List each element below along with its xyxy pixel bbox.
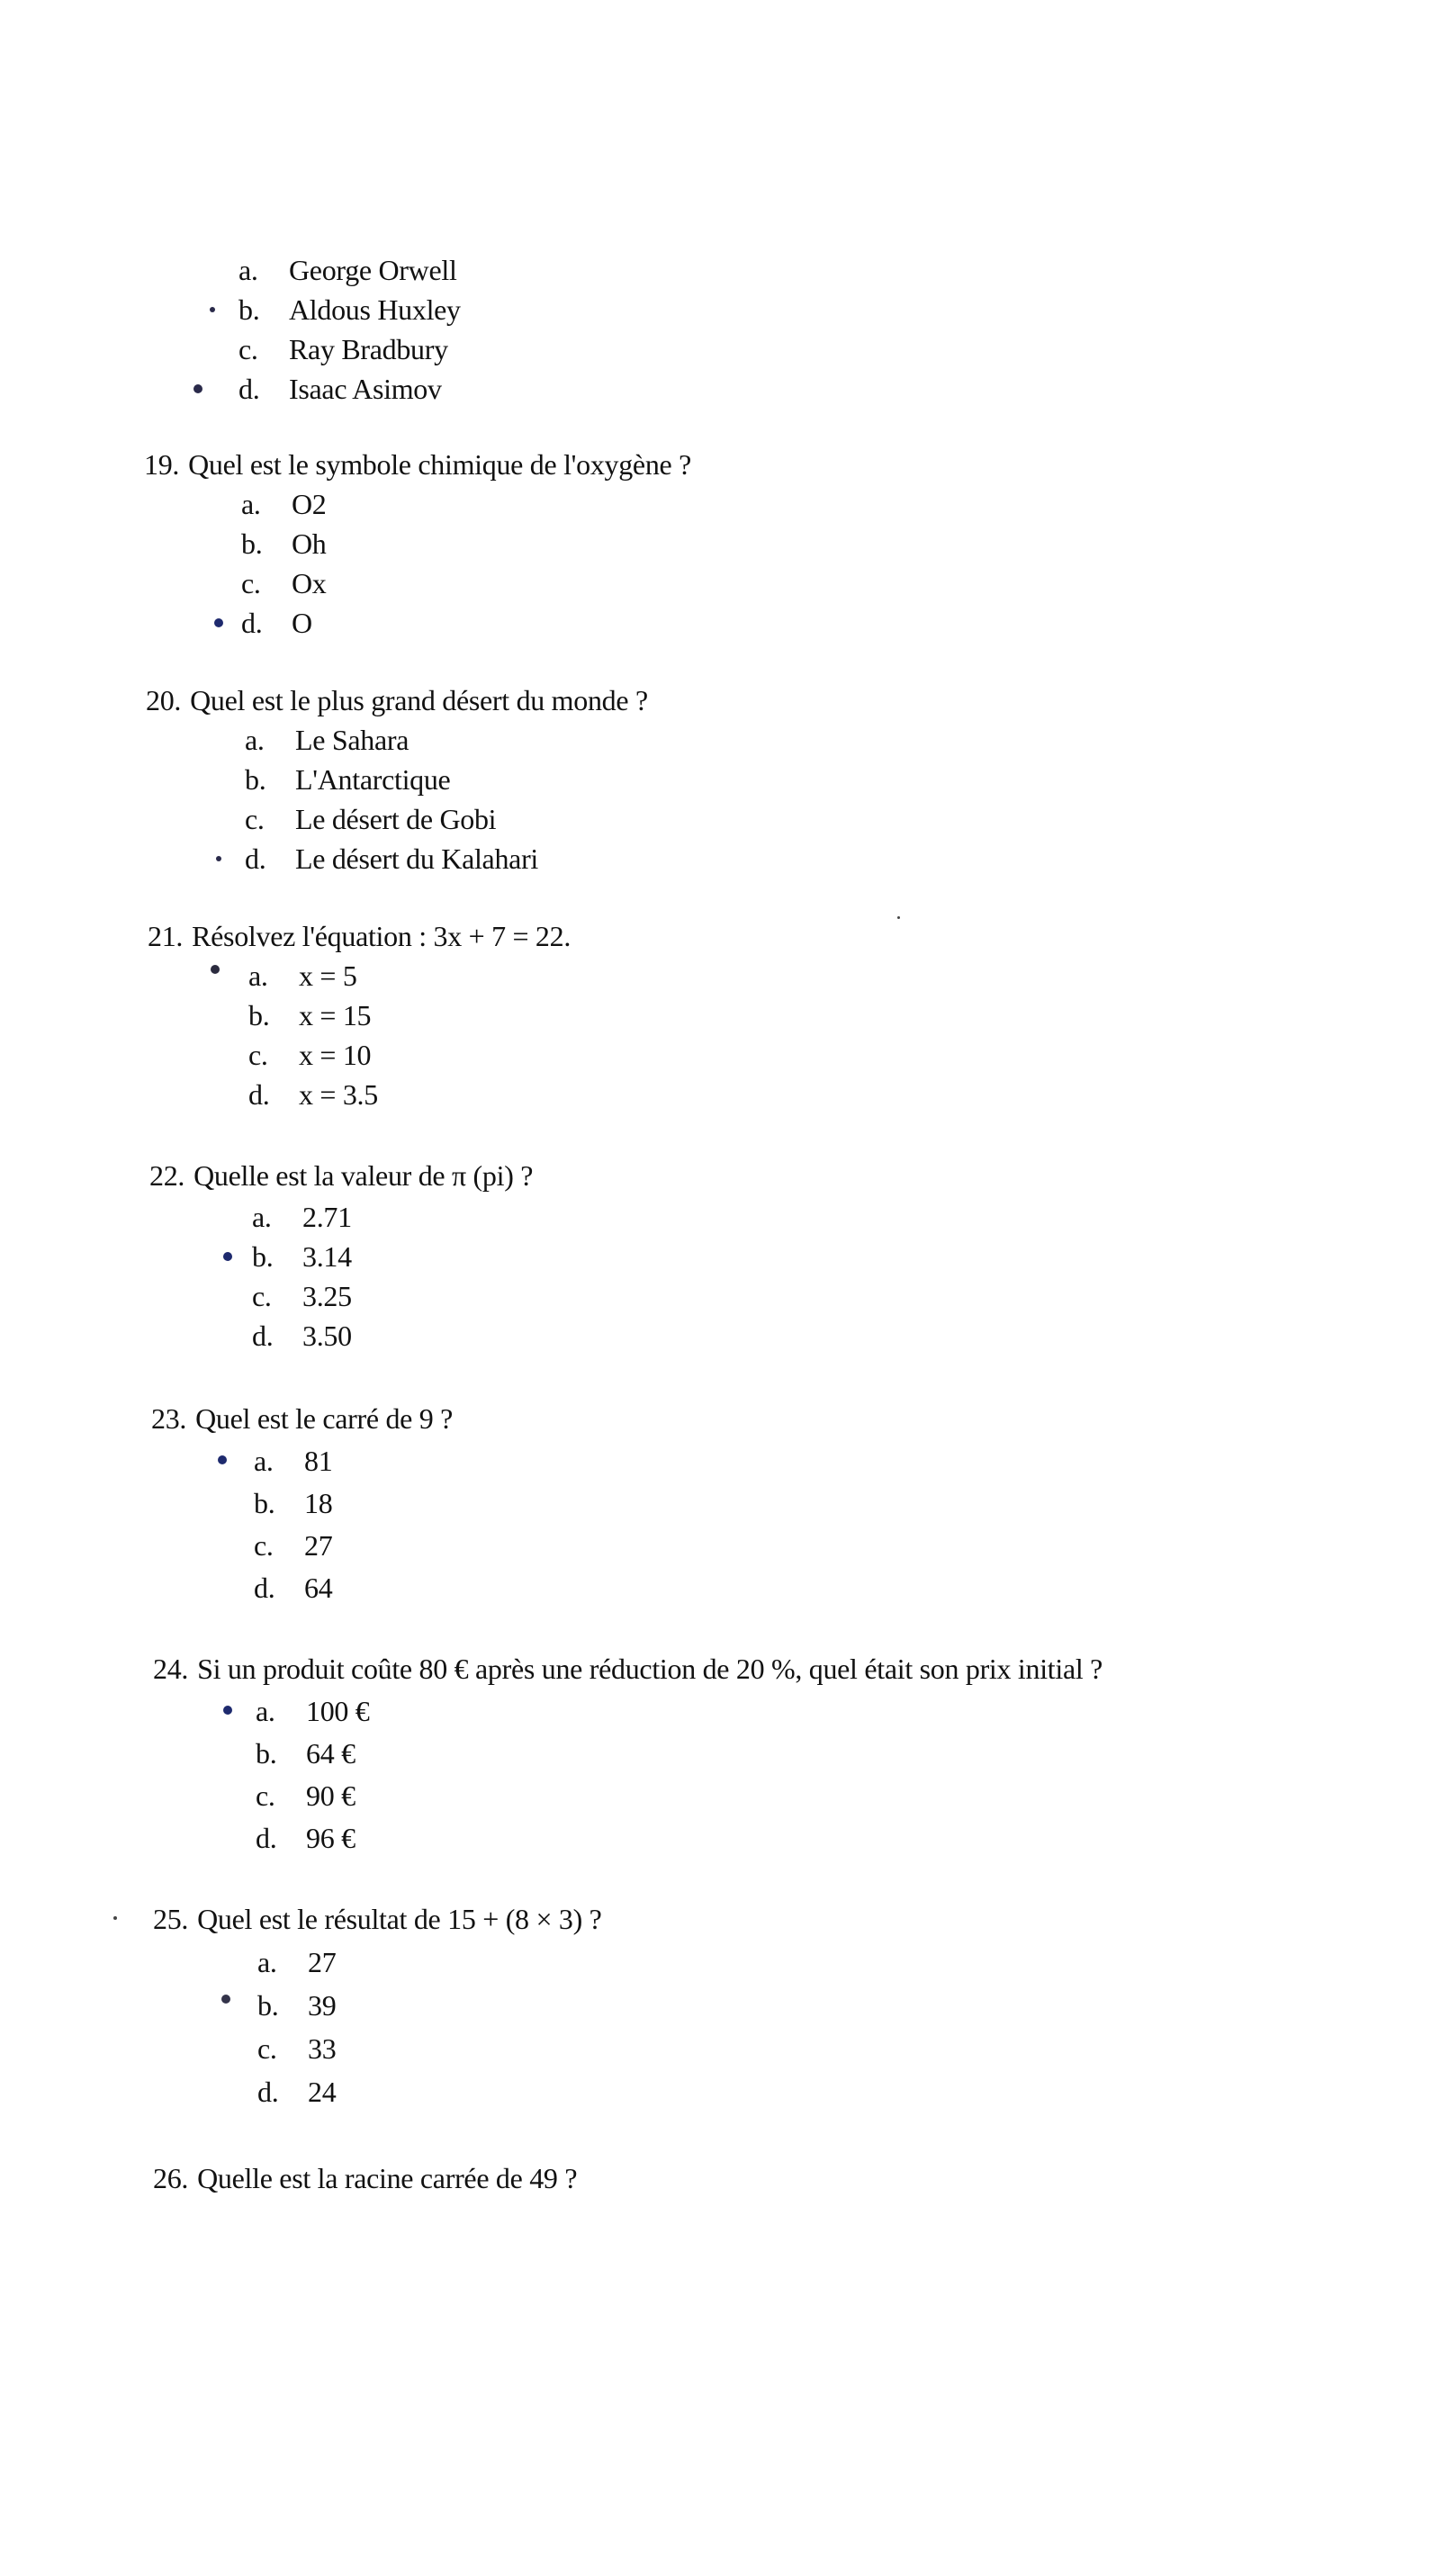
question-18-options (238, 250, 461, 409)
question-19-options (241, 484, 327, 643)
option-text: O (292, 607, 312, 639)
option-18-d (238, 369, 461, 409)
question-number: 24. (153, 1653, 189, 1685)
option-letter: d. (254, 1572, 275, 1604)
option-letter: b. (241, 527, 263, 560)
question-text: Quelle est la valeur de π (pi) ? (194, 1159, 534, 1192)
option-text: Le désert de Gobi (295, 803, 497, 835)
question-number: 25. (153, 1903, 189, 1935)
option-21-d (248, 1075, 378, 1114)
question-23 (151, 1401, 453, 1437)
option-19-d (241, 603, 327, 643)
scan-speck (897, 916, 900, 919)
question-text: Quel est le carré de 9 ? (195, 1402, 454, 1435)
question-text: Si un produit coûte 80 € après une réduction de 20 %, quel était son prix initial ? (197, 1653, 1103, 1685)
option-text: Aldous Huxley (289, 293, 461, 326)
option-text: x = 15 (299, 999, 372, 1031)
option-text: Le Sahara (295, 724, 410, 756)
pen-mark (223, 1706, 232, 1715)
option-text: Le désert du Kalahari (295, 842, 539, 875)
question-text: Quelle est la racine carrée de 49 ? (197, 2162, 578, 2194)
option-text: 27 (304, 1529, 333, 1562)
option-22-d (252, 1316, 352, 1356)
option-letter: c. (238, 333, 258, 365)
pen-mark (211, 965, 220, 974)
option-22-c (252, 1276, 352, 1316)
option-23-c (254, 1525, 332, 1567)
question-23-options (254, 1440, 332, 1609)
option-text: 27 (308, 1946, 337, 1978)
option-letter: a. (256, 1695, 275, 1727)
option-text: 2.71 (302, 1201, 352, 1233)
option-text: x = 10 (299, 1039, 372, 1071)
option-text: 96 € (306, 1822, 356, 1854)
option-letter: c. (257, 2032, 277, 2065)
option-letter: c. (252, 1280, 272, 1312)
option-23-b (254, 1482, 332, 1525)
option-letter: c. (248, 1039, 268, 1071)
option-text: 90 € (306, 1779, 356, 1812)
option-18-b (238, 290, 461, 329)
scan-speck (113, 1916, 117, 1920)
option-text: 18 (304, 1487, 333, 1519)
option-letter: a. (241, 488, 261, 520)
option-letter: a. (238, 254, 258, 286)
option-letter: a. (248, 959, 268, 992)
option-text: x = 3.5 (299, 1078, 378, 1111)
option-20-c (245, 799, 538, 839)
question-21-options (248, 956, 378, 1114)
option-25-c (257, 2027, 336, 2070)
question-text: Quel est le symbole chimique de l'oxygène ? (188, 448, 692, 481)
question-20 (146, 682, 648, 718)
option-21-b (248, 995, 378, 1035)
option-text: Ox (292, 567, 327, 599)
option-text: 100 € (306, 1695, 370, 1727)
question-number: 20. (146, 684, 182, 716)
question-text: Quel est le résultat de 15 + (8 × 3) ? (197, 1903, 602, 1935)
option-21-a (248, 956, 378, 995)
option-24-c (256, 1775, 370, 1817)
option-letter: b. (238, 293, 260, 326)
option-18-a (238, 250, 461, 290)
option-text: Isaac Asimov (289, 373, 442, 405)
option-letter: d. (241, 607, 263, 639)
option-letter: c. (254, 1529, 274, 1562)
option-25-a (257, 1941, 336, 1984)
option-20-b (245, 760, 538, 799)
question-25 (153, 1901, 602, 1937)
question-21 (148, 918, 571, 954)
option-letter: a. (257, 1946, 277, 1978)
option-text: 64 € (306, 1737, 356, 1770)
option-letter: a. (245, 724, 265, 756)
option-text: 39 (308, 1989, 337, 2022)
option-24-b (256, 1733, 370, 1775)
option-22-a (252, 1197, 352, 1237)
option-letter: b. (257, 1989, 279, 2022)
option-text: George Orwell (289, 254, 457, 286)
option-21-c (248, 1035, 378, 1075)
pen-mark (223, 1252, 232, 1261)
option-19-c (241, 563, 327, 603)
option-text: 64 (304, 1572, 333, 1604)
option-letter: d. (238, 373, 260, 405)
pen-mark (221, 1995, 230, 2004)
option-text: 3.14 (302, 1240, 352, 1273)
option-20-d (245, 839, 538, 878)
option-23-d (254, 1567, 332, 1609)
option-text: 33 (308, 2032, 337, 2065)
question-26 (153, 2160, 577, 2196)
question-number: 19. (144, 448, 180, 481)
question-number: 26. (153, 2162, 189, 2194)
option-19-b (241, 524, 327, 563)
pen-mark (214, 618, 223, 627)
option-text: Oh (292, 527, 327, 560)
question-number: 21. (148, 920, 184, 952)
question-24-options (256, 1690, 370, 1860)
option-18-c (238, 329, 461, 369)
question-22 (149, 1157, 533, 1193)
option-text: x = 5 (299, 959, 357, 992)
option-24-a (256, 1690, 370, 1733)
option-letter: b. (252, 1240, 274, 1273)
question-22-options (252, 1197, 352, 1356)
option-letter: d. (248, 1078, 270, 1111)
option-text: L'Antarctique (295, 763, 451, 796)
option-letter: c. (245, 803, 265, 835)
question-19 (144, 446, 691, 482)
pen-mark (210, 307, 215, 312)
option-text: 81 (304, 1445, 333, 1477)
option-text: 3.50 (302, 1320, 352, 1352)
option-letter: d. (252, 1320, 274, 1352)
option-letter: b. (248, 999, 270, 1031)
option-letter: a. (252, 1201, 272, 1233)
option-23-a (254, 1440, 332, 1482)
option-letter: b. (254, 1487, 275, 1519)
option-25-d (257, 2070, 336, 2113)
option-text: Ray Bradbury (289, 333, 448, 365)
pen-mark (218, 1455, 227, 1464)
question-20-options (245, 720, 538, 878)
option-19-a (241, 484, 327, 524)
option-25-b (257, 1984, 336, 2027)
question-text: Quel est le plus grand désert du monde ? (190, 684, 648, 716)
option-20-a (245, 720, 538, 760)
option-24-d (256, 1817, 370, 1860)
question-number: 23. (151, 1402, 187, 1435)
option-text: 24 (308, 2076, 337, 2108)
option-letter: d. (257, 2076, 279, 2108)
option-letter: c. (256, 1779, 275, 1812)
option-letter: b. (245, 763, 266, 796)
option-letter: b. (256, 1737, 277, 1770)
pen-mark (194, 384, 202, 393)
pen-mark (216, 856, 221, 861)
question-text: Résolvez l'équation : 3x + 7 = 22. (192, 920, 572, 952)
question-24 (153, 1651, 1102, 1687)
option-22-b (252, 1237, 352, 1276)
option-letter: c. (241, 567, 261, 599)
option-text: O2 (292, 488, 327, 520)
option-text: 3.25 (302, 1280, 352, 1312)
question-25-options (257, 1941, 336, 2113)
option-letter: a. (254, 1445, 274, 1477)
question-number: 22. (149, 1159, 185, 1192)
option-letter: d. (245, 842, 266, 875)
option-letter: d. (256, 1822, 277, 1854)
